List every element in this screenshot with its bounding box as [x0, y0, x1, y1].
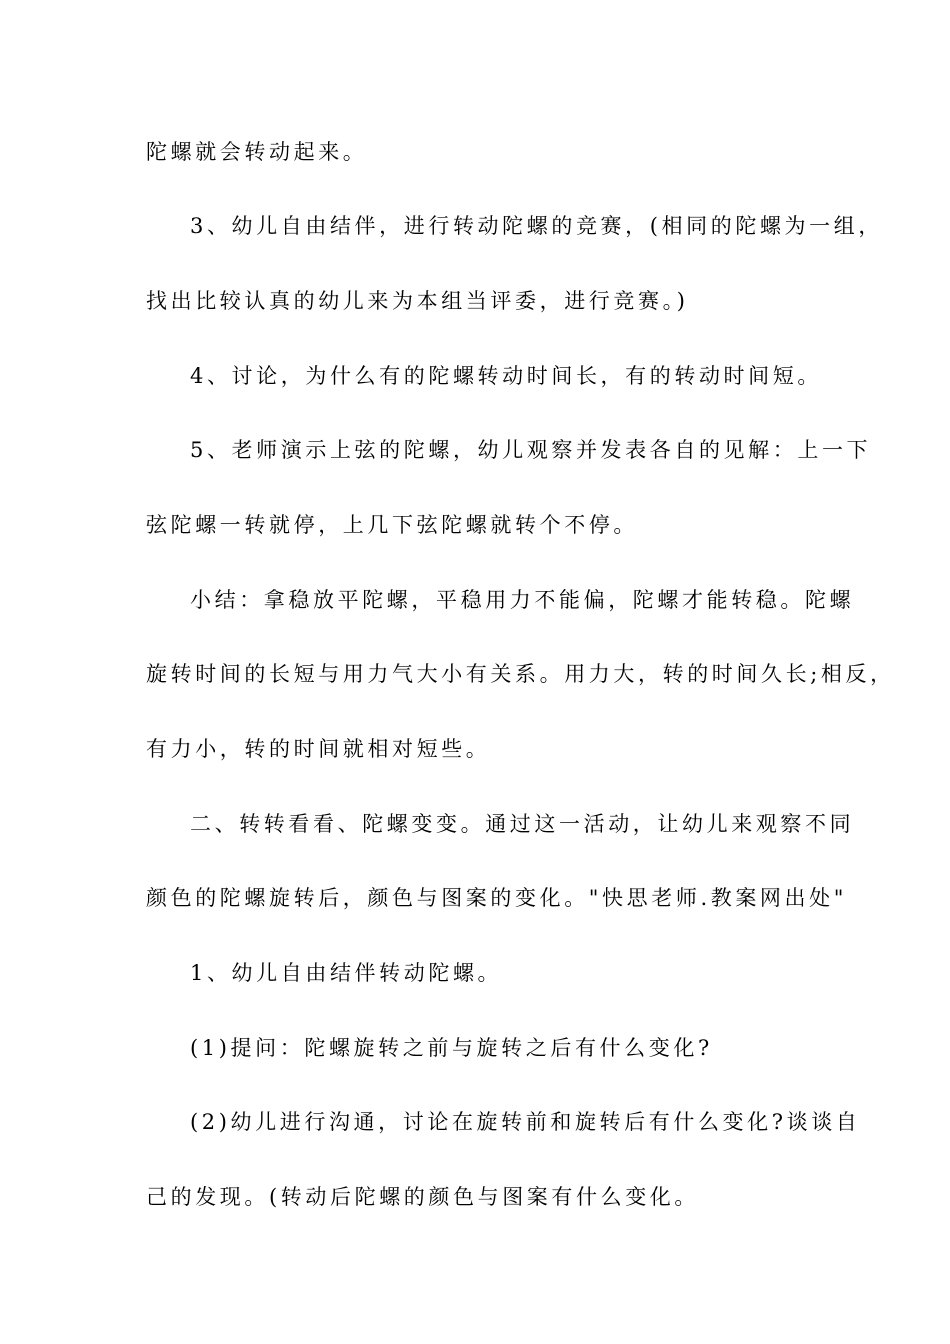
text-line: 二、转转看看、陀螺变变。通过这一活动，让幼儿来观察不同	[190, 812, 855, 836]
text-line: 己的发现。(转动后陀螺的颜色与图案有什么变化。	[146, 1185, 699, 1209]
text-line: 弦陀螺一转就停，上几下弦陀螺就转个不停。	[146, 513, 638, 537]
text-line: 4、讨论，为什么有的陀螺转动时间长，有的转动时间短。	[190, 364, 822, 388]
text-line: 3、幼儿自由结伴，进行转动陀螺的竞赛，(相同的陀螺为一组，	[190, 214, 883, 238]
text-line: 陀螺就会转动起来。	[146, 140, 368, 164]
text-line: 颜色的陀螺旋转后，颜色与图案的变化。"快思老师.教案网出处"	[146, 886, 847, 910]
text-line: 5、老师演示上弦的陀螺，幼儿观察并发表各自的见解：上一下	[190, 438, 872, 462]
text-line: 有力小，转的时间就相对短些。	[146, 737, 491, 761]
text-line: 1、幼儿自由结伴转动陀螺。	[190, 961, 503, 985]
text-line: (2)幼儿进行沟通，讨论在旋转前和旋转后有什么变化?谈谈自	[190, 1110, 861, 1134]
text-line: 旋转时间的长短与用力气大小有关系。用力大，转的时间久长;相反，	[146, 662, 895, 686]
text-line: 小结：拿稳放平陀螺，平稳用力不能偏，陀螺才能转稳。陀螺	[190, 588, 855, 612]
text-line: (1)提问：陀螺旋转之前与旋转之后有什么变化?	[190, 1036, 713, 1060]
text-line: 找出比较认真的幼儿来为本组当评委，进行竞赛。)	[146, 289, 689, 313]
